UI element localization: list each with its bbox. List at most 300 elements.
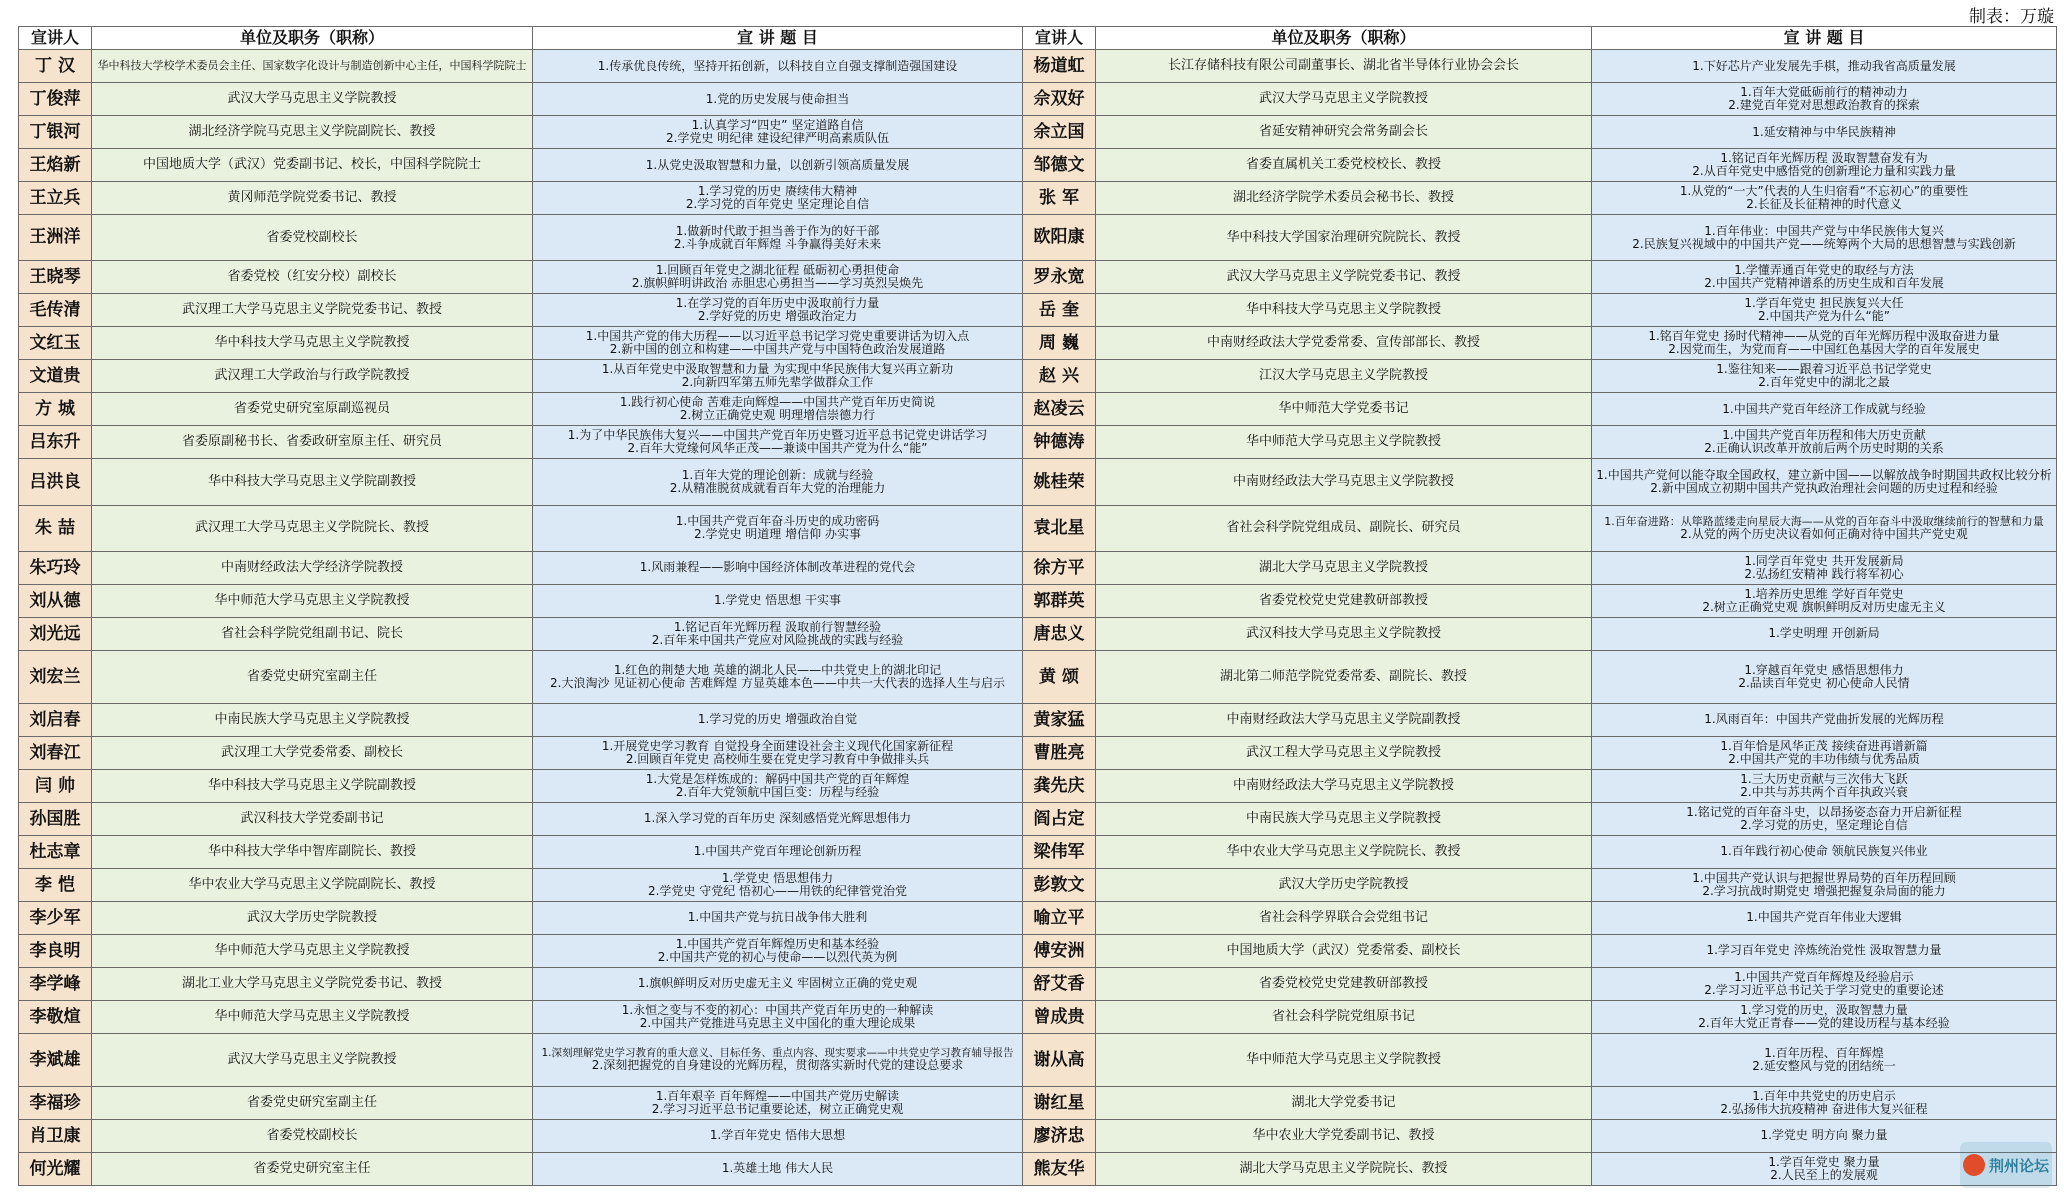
unit-line: 华中师范大学马克思主义学院教授: [1245, 1051, 1441, 1067]
table-row: [19, 1119, 2057, 1152]
lecturer-name: 周 巍: [1023, 327, 1096, 360]
topic-line: 2.新中国成立初期中国共产党执政治理社会问题的历史过程和经验: [1650, 480, 1998, 495]
topic-line: 2.学习党的百年党史 坚定理论自信: [685, 197, 870, 212]
lecturer-name: 唐忠义: [1023, 617, 1096, 650]
table-row: [19, 149, 2057, 182]
lecturer-name: 李敬煊: [19, 1000, 92, 1033]
lecture-topic: [533, 459, 1023, 505]
lecturer-unit: [92, 1086, 533, 1119]
topic-line: 1.深刻理解党史学习教育的重大意义、目标任务、重点内容、现实要求——中共党史学习教育辅导报告: [541, 1046, 1014, 1059]
lecturer-unit: [92, 1119, 533, 1152]
table-row: [19, 294, 2057, 327]
lecture-topic: [1592, 294, 2057, 327]
topic-line: 1.为了中华民族伟大复兴——中国共产党百年历史暨习近平总书记党史讲话学习: [567, 428, 988, 443]
lecturer-name: 阎占定: [1023, 802, 1096, 835]
lecturer-unit: [1096, 182, 1592, 215]
lecture-topic: [533, 182, 1023, 215]
topic-line: 2.从精准脱贫成就看百年大党的治理能力: [669, 480, 886, 495]
unit-line: 省社会科学院党组原书记: [1271, 1008, 1415, 1024]
topic-line: 2.回顾百年党史 高校师生要在党史学习教育中争做排头兵: [625, 751, 930, 766]
lecturer-unit: [1096, 868, 1592, 901]
lecturer-unit: [92, 650, 533, 703]
lecturer-name: 丁银河: [19, 116, 92, 149]
lecture-topic: [533, 327, 1023, 360]
lecture-topic: [533, 802, 1023, 835]
lecturer-name: 李少军: [19, 901, 92, 934]
unit-line: 省委党史研究室主任: [253, 1160, 371, 1176]
table-row: [19, 617, 2057, 650]
lecturer-name: 吕洪良: [19, 459, 92, 505]
lecturer-unit: [1096, 149, 1592, 182]
unit-line: 华中农业大学党委副书记、教授: [1252, 1127, 1435, 1143]
table-row: [19, 802, 2057, 835]
lecturer-unit: [1096, 736, 1592, 769]
lecturer-unit: [1096, 426, 1592, 459]
lecture-topic: [533, 617, 1023, 650]
topic-line: 1.在学习党的百年历史中汲取前行力量: [675, 296, 880, 311]
lecturer-unit: [92, 1152, 533, 1185]
topic-line: 1.永恒之变与不变的初心：中国共产党百年历史的一种解读: [621, 1002, 934, 1017]
topic-line: 2.中国共产党的丰功伟绩与优秀品质: [1728, 751, 1920, 766]
lecture-topic: [533, 360, 1023, 393]
unit-line: 省委党校党史党建教研部教授: [1258, 975, 1428, 991]
lecturer-name: 徐方平: [1023, 551, 1096, 584]
table-header-row: [19, 27, 2057, 50]
table-row: [19, 459, 2057, 505]
topic-line: 2.弘扬红安精神 践行将军初心: [1744, 566, 1904, 581]
lecturer-name: 李学峰: [19, 967, 92, 1000]
lecturer-name: 闫 帅: [19, 769, 92, 802]
lecturer-name: 曹胜亮: [1023, 736, 1096, 769]
lecture-topic: [533, 261, 1023, 294]
lecture-topic: [1592, 50, 2057, 83]
unit-line: 中国地质大学（武汉）党委常委、副校长: [1226, 942, 1461, 958]
topic-line: 1.中国共产党与抗日战争伟大胜利: [687, 910, 868, 925]
lecture-topic: [533, 584, 1023, 617]
lecturer-name: 李 恺: [19, 868, 92, 901]
lecturer-table: [18, 26, 2057, 1186]
unit-line: 省委党校党史党建教研部教授: [1258, 592, 1428, 608]
column-header: 宣讲人: [19, 27, 92, 50]
unit-line: 中南财经政法大学马克思主义学院副教授: [1226, 711, 1461, 727]
lecturer-unit: [92, 215, 533, 261]
topic-line: 2.长征及长征精神的时代意义: [1746, 197, 1902, 212]
lecturer-name: 谢从高: [1023, 1033, 1096, 1086]
lecturer-name: 罗永宽: [1023, 261, 1096, 294]
lecturer-name: 李斌雄: [19, 1033, 92, 1086]
lecture-topic: [533, 1152, 1023, 1185]
lecturer-unit: [1096, 967, 1592, 1000]
lecturer-name: 毛传清: [19, 294, 92, 327]
lecturer-unit: [1096, 1152, 1592, 1185]
lecturer-unit: [92, 967, 533, 1000]
unit-line: 中南财经政法大学马克思主义学院教授: [1232, 777, 1454, 793]
table-row: [19, 505, 2057, 551]
topic-line: 2.中国共产党推进马克思主义中国化的重大理论成果: [639, 1015, 916, 1030]
topic-line: 2.百年来中国共产党应对风险挑战的实践与经验: [651, 632, 904, 647]
table-row: [19, 736, 2057, 769]
lecturer-name: 文红玉: [19, 327, 92, 360]
topic-line: 1.深入学习党的百年历史 深刻感悟党光辉思想伟力: [643, 811, 912, 826]
lecturer-unit: [92, 360, 533, 393]
topic-line: 1.践行初心使命 苦难走向辉煌——中国共产党百年历史简说: [619, 395, 936, 410]
topic-line: 2.旗帜鲜明讲政治 赤胆忠心勇担当——学习英烈吴焕先: [631, 276, 924, 291]
topic-line: 1.风雨百年：中国共产党曲折发展的光辉历程: [1704, 712, 1944, 727]
lecturer-unit: [92, 50, 533, 83]
lecturer-name: 丁 汉: [19, 50, 92, 83]
topic-line: 1.百年大党砥砺前行的精神动力: [1740, 85, 1908, 100]
lecture-topic: [1592, 736, 2057, 769]
topic-line: 1.中国共产党何以能夺取全国政权，建立新中国——以解放战争时期国共政权比较分析: [1596, 468, 2052, 482]
topic-line: 2.新中国的创立和构建——中国共产党与中国特色政治发展道路: [609, 342, 946, 357]
unit-line: 中南财经政法大学马克思主义学院教授: [1232, 473, 1454, 489]
unit-line: 省委直属机关工委党校校长、教授: [1245, 157, 1441, 173]
lecture-topic: [533, 1086, 1023, 1119]
lecturer-unit: [92, 1000, 533, 1033]
topic-line: 2.树立正确党史观 明理增信崇德力行: [679, 408, 876, 423]
lecture-topic: [1592, 703, 2057, 736]
topic-line: 2.弘扬伟大抗疫精神 奋进伟大复兴征程: [1720, 1101, 1928, 1116]
lecture-topic: [533, 835, 1023, 868]
lecture-topic: [533, 505, 1023, 551]
unit-line: 中南民族大学马克思主义学院教授: [1245, 810, 1441, 826]
topic-line: 2.人民至上的发展观: [1770, 1167, 1878, 1182]
unit-line: 华中师范大学党委书记: [1278, 401, 1409, 417]
table-row: [19, 1152, 2057, 1185]
topic-line: 1.百年恰是风华正茂 接续奋进再谱新篇: [1720, 738, 1928, 753]
unit-line: 湖北经济学院马克思主义学院副院长、教授: [188, 124, 436, 140]
unit-line: 武汉大学马克思主义学院党委书记、教授: [1226, 269, 1461, 285]
lecturer-unit: [1096, 1119, 1592, 1152]
unit-line: 长江存储科技有限公司副董事长、湖北省半导体行业协会会长: [1167, 57, 1519, 73]
lecture-topic: [1592, 261, 2057, 294]
lecture-topic: [533, 736, 1023, 769]
table-row: [19, 1000, 2057, 1033]
column-header: 宣 讲 题 目: [1592, 27, 2057, 50]
topic-line: 1.中国共产党百年经济工作成就与经验: [1722, 401, 1926, 416]
lecturer-name: 彭敦文: [1023, 868, 1096, 901]
lecture-topic: [1592, 505, 2057, 551]
topic-line: 1.中国共产党百年辉煌及经验启示: [1734, 969, 1914, 984]
lecturer-unit: [1096, 261, 1592, 294]
topic-line: 1.百年践行初心使命 领航民族复兴伟业: [1720, 844, 1928, 859]
lecturer-unit: [1096, 360, 1592, 393]
topic-line: 1.中国共产党百年理论创新历程: [693, 844, 862, 859]
topic-line: 1.铭记百年光辉历程 汲取前行智慧经验: [673, 619, 882, 634]
topic-line: 1.同学百年党史 共开发展新局: [1744, 553, 1904, 568]
lecturer-name: 朱巧玲: [19, 551, 92, 584]
lecturer-unit: [1096, 1033, 1592, 1086]
topic-line: 1.铭百年党史 扬时代精神——从党的百年光辉历程中汲取奋进力量: [1648, 329, 2000, 344]
lecturer-unit: [1096, 83, 1592, 116]
topic-line: 2.建党百年党对思想政治教育的探索: [1728, 98, 1920, 113]
topic-line: 1.百年中共党史的历史启示: [1752, 1088, 1896, 1103]
topic-line: 2.大浪淘沙 见证初心使命 苦难辉煌 方显英雄本色——中共一大代表的选择人生与启示: [550, 675, 1005, 690]
lecture-topic: [533, 901, 1023, 934]
topic-line: 2.中国共产党精神谱系的历史生成和百年发展: [1704, 276, 1944, 291]
topic-line: 1.百年奋进路：从筚路蓝缕走向星辰大海——从党的百年奋斗中汲取继续前行的智慧和力量: [1604, 514, 2044, 528]
unit-line: 华中师范大学马克思主义学院教授: [214, 1008, 410, 1024]
lecturer-name: 刘从德: [19, 584, 92, 617]
lecturer-unit: [1096, 650, 1592, 703]
topic-line: 1.铭记百年光辉历程 汲取智慧奋发有为: [1720, 151, 1928, 166]
unit-line: 华中师范大学马克思主义学院教授: [214, 942, 410, 958]
topic-line: 1.学百年党史 悟伟大思想: [709, 1128, 846, 1143]
topic-line: 1.百年艰辛 百年辉煌——中国共产党历史解读: [655, 1088, 900, 1103]
unit-line: 中南民族大学马克思主义学院教授: [214, 711, 410, 727]
topic-line: 1.从百年党史中汲取智慧和力量 为实现中华民族伟大复兴再立新功: [601, 362, 954, 377]
lecture-topic: [1592, 459, 2057, 505]
topic-line: 1.学习党的历史 赓续伟大精神: [697, 184, 858, 199]
lecture-topic: [1592, 116, 2057, 149]
topic-line: 1.三大历史贡献与三次伟大飞跃: [1740, 771, 1908, 786]
topic-line: 2.从百年党史中感悟党的创新理论力量和实践力量: [1692, 164, 1956, 179]
table-row: [19, 584, 2057, 617]
unit-line: 省委党校（红安分校）副校长: [227, 269, 397, 285]
topic-line: 1.铭记党的百年奋斗史，以昂扬姿态奋力开启新征程: [1686, 804, 1962, 819]
lecturer-name: 喻立平: [1023, 901, 1096, 934]
topic-line: 1.英雄土地 伟大人民: [721, 1161, 834, 1176]
unit-line: 华中科技大学校学术委员会主任、国家数字化设计与制造创新中心主任，中国科学院院士: [97, 59, 527, 73]
lecture-topic: [533, 116, 1023, 149]
topic-line: 1.回顾百年党史之湖北征程 砥砺初心勇担使命: [655, 263, 900, 278]
lecture-topic: [1592, 617, 2057, 650]
topic-line: 1.百年伟业：中国共产党与中华民族伟大复兴: [1704, 223, 1944, 238]
topic-line: 1.风雨兼程——影响中国经济体制改革进程的党代会: [639, 560, 916, 575]
unit-line: 武汉大学历史学院教授: [1278, 876, 1409, 892]
lecturer-name: 方 城: [19, 393, 92, 426]
lecturer-unit: [92, 261, 533, 294]
lecturer-unit: [1096, 215, 1592, 261]
lecture-topic: [1592, 393, 2057, 426]
topic-line: 2.百年大党缘何风华正茂——兼谈中国共产党为什么“能”: [627, 441, 928, 456]
unit-line: 武汉工程大学马克思主义学院教授: [1245, 744, 1441, 760]
lecture-topic: [533, 294, 1023, 327]
lecturer-unit: [92, 1033, 533, 1086]
lecture-topic: [1592, 769, 2057, 802]
table-row: [19, 1033, 2057, 1086]
topic-line: 2.百年大党正青春——党的建设历程与基本经验: [1698, 1015, 1950, 1030]
lecturer-unit: [92, 116, 533, 149]
topic-line: 1.学党史 悟思想 干实事: [713, 593, 842, 608]
table-row: [19, 327, 2057, 360]
lecture-topic: [533, 703, 1023, 736]
lecturer-name: 王洲洋: [19, 215, 92, 261]
lecturer-unit: [1096, 901, 1592, 934]
unit-line: 华中科技大学马克思主义学院副教授: [207, 777, 416, 793]
lecturer-name: 张 军: [1023, 182, 1096, 215]
lecturer-name: 王立兵: [19, 182, 92, 215]
unit-line: 武汉理工大学政治与行政学院教授: [214, 368, 410, 384]
lecture-topic: [533, 967, 1023, 1000]
unit-line: 武汉科技大学党委副书记: [240, 810, 384, 826]
unit-line: 华中农业大学马克思主义学院副院长、教授: [188, 876, 436, 892]
lecturer-name: 杨道虹: [1023, 50, 1096, 83]
topic-line: 1.学习百年党史 淬炼统治党性 汲取智慧力量: [1706, 943, 1942, 958]
topic-line: 1.鉴往知来——跟着习近平总书记学党史: [1716, 362, 1932, 377]
lecturer-name: 梁伟军: [1023, 835, 1096, 868]
topic-line: 1.中国共产党百年历程和伟大历史贡献: [1722, 428, 1926, 443]
topic-line: 2.民族复兴视域中的中国共产党——统筹两个大局的思想智慧与实践创新: [1632, 236, 2016, 251]
lecture-topic: [1592, 967, 2057, 1000]
topic-line: 1.学懂弄通百年党史的取经与方法: [1734, 263, 1914, 278]
lecturer-unit: [1096, 505, 1592, 551]
topic-line: 2.深刻把握党的自身建设的光辉历程，贯彻落实新时代党的建设总要求: [591, 1057, 964, 1072]
unit-line: 武汉理工大学马克思主义学院党委书记、教授: [181, 302, 442, 318]
topic-line: 1.学习党的历史 增强政治自觉: [697, 712, 858, 727]
lecturer-unit: [1096, 459, 1592, 505]
lecturer-unit: [1096, 116, 1592, 149]
table-row: [19, 393, 2057, 426]
table-row: [19, 868, 2057, 901]
lecturer-unit: [92, 802, 533, 835]
unit-line: 中南财经政法大学党委常委、宣传部部长、教授: [1206, 335, 1480, 351]
lecture-topic: [533, 426, 1023, 459]
lecturer-name: 谢红星: [1023, 1086, 1096, 1119]
lecture-topic: [1592, 1086, 2057, 1119]
lecturer-unit: [92, 769, 533, 802]
topic-line: 2.向新四军第五师先辈学做群众工作: [681, 375, 874, 390]
topic-line: 1.学习党的历史，汲取智慧力量: [1740, 1002, 1908, 1017]
topic-line: 1.培养历史思维 学好百年党史: [1744, 586, 1904, 601]
unit-line: 省社会科学界联合会党组书记: [1258, 909, 1428, 925]
topic-line: 1.大党是怎样炼成的：解码中国共产党的百年辉煌: [645, 771, 910, 786]
lecturer-name: 刘宏兰: [19, 650, 92, 703]
lecturer-unit: [1096, 1000, 1592, 1033]
lecture-topic: [533, 769, 1023, 802]
table-row: [19, 901, 2057, 934]
unit-line: 省社会科学院党组副书记、院长: [220, 625, 403, 641]
unit-line: 湖北大学马克思主义学院教授: [1258, 559, 1428, 575]
topic-line: 2.学习习近平总书记重要论述，树立正确党史观: [651, 1101, 904, 1116]
lecturer-name: 赵凌云: [1023, 393, 1096, 426]
lecture-topic: [533, 83, 1023, 116]
unit-line: 华中科技大学国家治理研究院院长、教授: [1226, 229, 1461, 245]
topic-line: 1.下好芯片产业发展先手棋，推动我省高质量发展: [1692, 58, 1956, 73]
lecturer-unit: [92, 551, 533, 584]
lecturer-unit: [1096, 934, 1592, 967]
unit-line: 华中师范大学马克思主义学院教授: [1245, 434, 1441, 450]
lecturer-name: 欧阳康: [1023, 215, 1096, 261]
unit-line: 湖北工业大学马克思主义学院党委书记、教授: [181, 975, 442, 991]
lecturer-name: 黄 颂: [1023, 650, 1096, 703]
lecturer-unit: [92, 835, 533, 868]
topic-line: 2.学党史 守党纪 悟初心——用铁的纪律管党治党: [647, 883, 908, 898]
unit-line: 省延安精神研究会常务副会长: [1258, 124, 1428, 140]
lecturer-name: 吕东升: [19, 426, 92, 459]
unit-line: 省委党校副校长: [266, 1127, 358, 1143]
table-row: [19, 769, 2057, 802]
lecturer-name: 刘春江: [19, 736, 92, 769]
unit-line: 华中科技大学马克思主义学院教授: [1245, 302, 1441, 318]
lecture-topic: [1592, 835, 2057, 868]
lecture-topic: [1592, 215, 2057, 261]
topic-line: 1.百年大党的理论创新：成就与经验: [681, 468, 874, 482]
lecture-topic: [1592, 1033, 2057, 1086]
table-row: [19, 83, 2057, 116]
topic-line: 1.学史明理 开创新局: [1768, 626, 1880, 641]
lecturer-name: 佘双好: [1023, 83, 1096, 116]
unit-line: 华中科技大学华中智库副院长、教授: [207, 843, 416, 859]
lecturer-name: 黄家猛: [1023, 703, 1096, 736]
table-row: [19, 426, 2057, 459]
topic-line: 1.红色的荆楚大地 英雄的湖北人民——中共党史上的湖北印记: [613, 662, 942, 677]
unit-line: 湖北大学党委书记: [1291, 1094, 1396, 1110]
column-header: 单位及职务（职称）: [92, 27, 533, 50]
lecturer-name: 余立国: [1023, 116, 1096, 149]
unit-line: 湖北经济学院学术委员会秘书长、教授: [1232, 190, 1454, 206]
lecture-topic: [1592, 83, 2057, 116]
lecturer-unit: [1096, 294, 1592, 327]
unit-line: 省委党史研究室原副巡视员: [233, 401, 390, 417]
lecturer-name: 李良明: [19, 934, 92, 967]
unit-line: 省委原副秘书长、省委政研室原主任、研究员: [181, 434, 442, 450]
lecturer-name: 廖济忠: [1023, 1119, 1096, 1152]
lecture-topic: [533, 1119, 1023, 1152]
lecturer-unit: [92, 584, 533, 617]
table-row: [19, 1086, 2057, 1119]
lecturer-unit: [92, 505, 533, 551]
lecturer-unit: [1096, 327, 1592, 360]
topic-line: 2.学习党的历史，坚定理论自信: [1740, 817, 1908, 832]
lecture-topic: [1592, 182, 2057, 215]
lecturer-unit: [1096, 802, 1592, 835]
lecturer-name: 邹德文: [1023, 149, 1096, 182]
topic-line: 1.中国共产党认识与把握世界局势的百年历程回顾: [1692, 870, 1956, 885]
topic-line: 1.学百年党史 聚力量: [1768, 1154, 1880, 1169]
lecturer-unit: [92, 426, 533, 459]
column-header: 单位及职务（职称）: [1096, 27, 1592, 50]
unit-line: 华中农业大学马克思主义学院院长、教授: [1226, 843, 1461, 859]
unit-line: 湖北大学马克思主义学院院长、教授: [1239, 1160, 1448, 1176]
lecturer-unit: [92, 182, 533, 215]
topic-line: 1.学党史 悟思想伟力: [721, 870, 834, 885]
lecturer-unit: [1096, 617, 1592, 650]
lecturer-unit: [1096, 584, 1592, 617]
topic-line: 2.正确认识改革开放前后两个历史时期的关系: [1704, 441, 1944, 456]
lecturer-unit: [1096, 835, 1592, 868]
topic-line: 1.做新时代敢于担当善于作为的好干部: [675, 223, 880, 238]
unit-line: 中国地质大学（武汉）党委副书记、校长，中国科学院院士: [142, 157, 481, 173]
topic-line: 1.党的历史发展与使命担当: [705, 91, 850, 106]
lecture-topic: [533, 50, 1023, 83]
unit-line: 武汉大学历史学院教授: [246, 909, 377, 925]
lecture-topic: [1592, 149, 2057, 182]
topic-line: 2.延安整风与党的团结统一: [1752, 1058, 1896, 1073]
lecturer-name: 姚桂荣: [1023, 459, 1096, 505]
lecturer-name: 傅安洲: [1023, 934, 1096, 967]
lecturer-unit: [92, 327, 533, 360]
unit-line: 省委党史研究室副主任: [246, 1094, 377, 1110]
topic-line: 1.认真学习“四史” 坚定道路自信: [691, 118, 864, 133]
lecture-topic: [533, 149, 1023, 182]
lecturer-unit: [92, 393, 533, 426]
lecture-topic: [533, 868, 1023, 901]
topic-line: 2.中国共产党的初心与使命——以烈代英为例: [657, 949, 898, 964]
topic-line: 1.中国共产党百年奋斗历史的成功密码: [675, 514, 880, 529]
unit-line: 华中科技大学马克思主义学院副教授: [207, 473, 416, 489]
topic-line: 2.中国共产党为什么“能”: [1758, 309, 1890, 324]
topic-line: 1.从党史汲取智慧和力量，以创新引领高质量发展: [645, 157, 910, 172]
lecturer-unit: [1096, 703, 1592, 736]
lecture-topic: [1592, 868, 2057, 901]
lecture-topic: [533, 1033, 1023, 1086]
lecturer-name: 丁俊萍: [19, 83, 92, 116]
lecturer-unit: [92, 934, 533, 967]
lecturer-unit: [1096, 50, 1592, 83]
table-row: [19, 551, 2057, 584]
topic-line: 2.学好党的历史 增强政治定力: [697, 309, 858, 324]
